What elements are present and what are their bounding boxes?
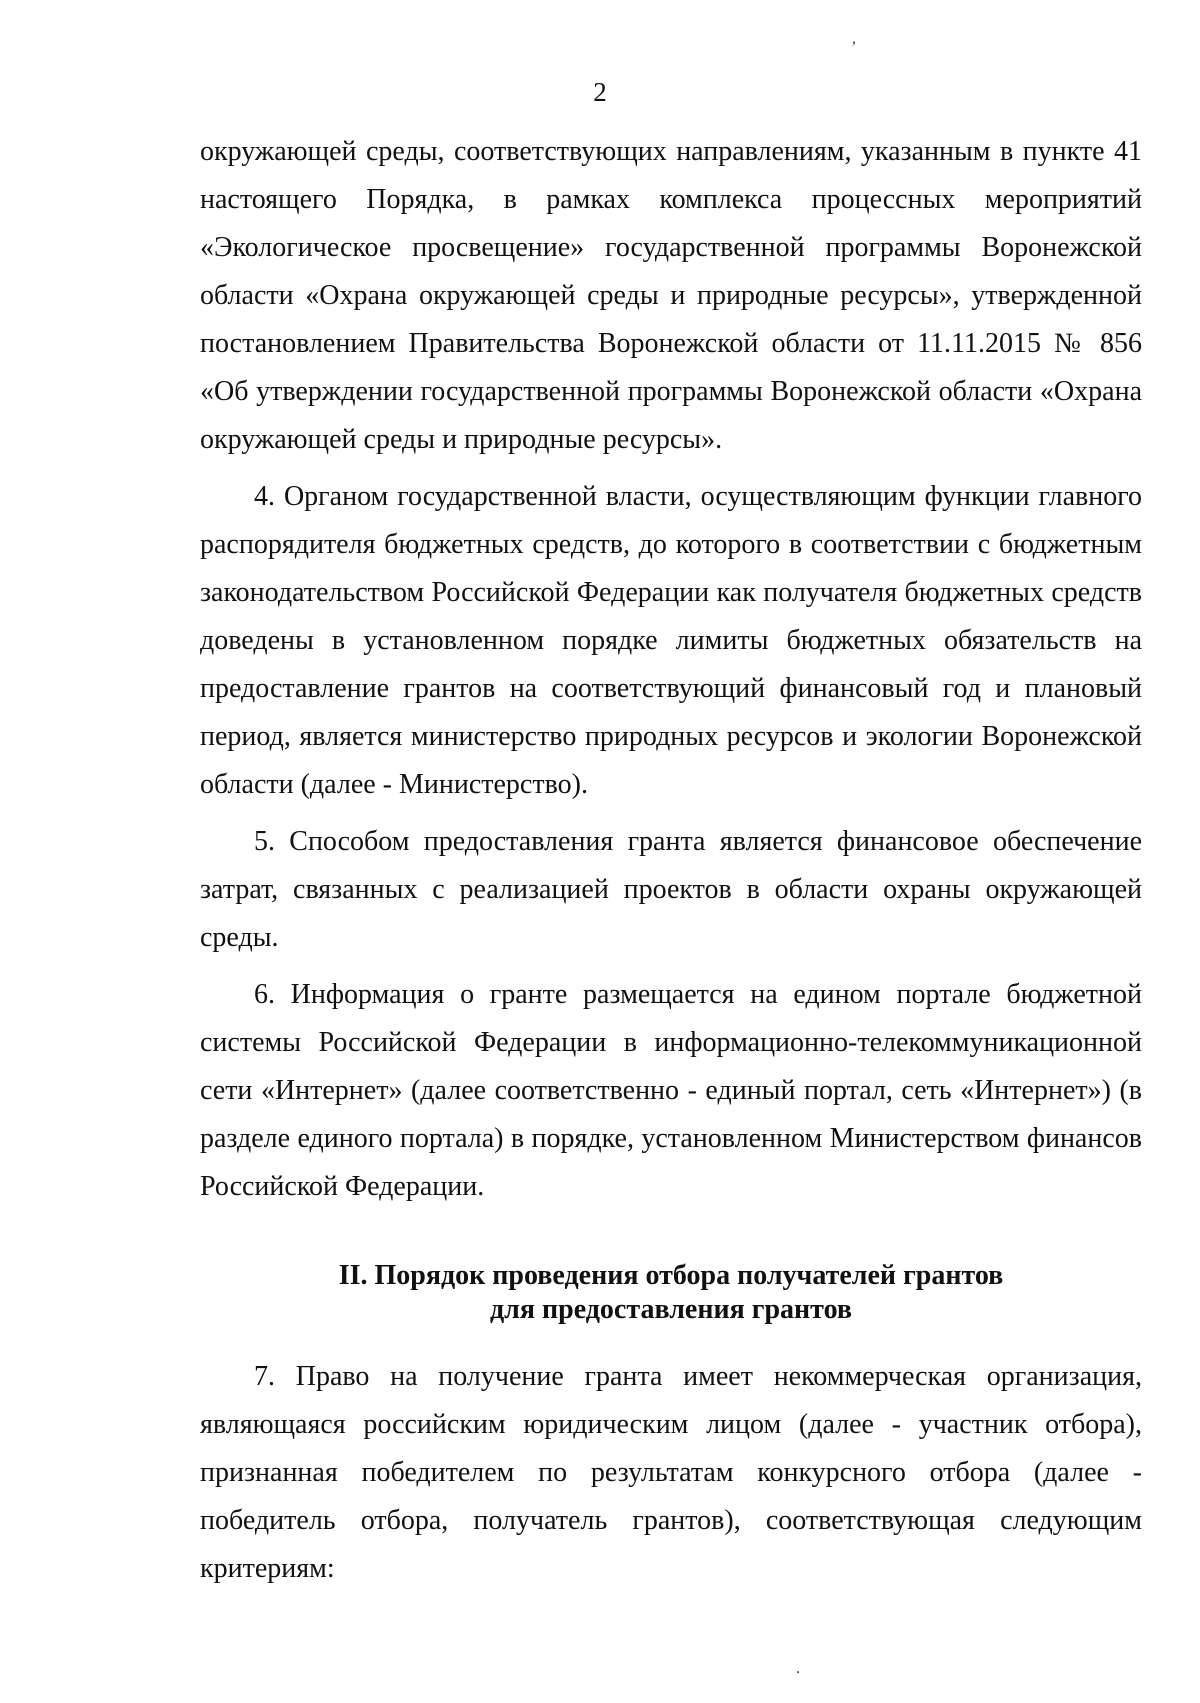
section-heading-line-1: II. Порядок проведения отбора получателей грантов	[338, 1260, 1004, 1291]
paragraph-7: 7. Право на получение гранта имеет некоммерческая организация, являющаяся российским юридическим лицом (далее - участник отбора), признанная победителем по результатам конкурсного отбора (далее - победитель отбора, получатель грантов), соответствующая следующим критериям:	[200, 1361, 1142, 1584]
paragraph-6: 6. Информация о гранте размещается на едином портале бюджетной системы Российской Федерации в информационно-телекоммуникационной сети «Интернет» (далее соответственно - единый портал, сеть «Интернет») (в разделе единого портала) в порядке, установленном Министерством финансов Российской Федерации.	[200, 979, 1142, 1202]
section-heading-line-2: для предоставления грантов	[489, 1294, 852, 1325]
scan-speck-bottom: .	[796, 1660, 800, 1677]
page-number: 2	[593, 77, 607, 107]
section-heading	[200, 1259, 1142, 1327]
paragraph-5: 5. Способом предоставления гранта является финансовое обеспечение затрат, связанных с реализацией проектов в области охраны окружающей среды.	[200, 826, 1142, 953]
paragraph-continuation: окружающей среды, соответствующих направлениям, указанным в пункте 41 настоящего Порядка, в рамках комплекса процессных мероприятий «Экологическое просвещение» государственной программы Воронежской области «Охрана окружающей среды и природные ресурсы», утвержденной постановлением Правительства Воронежской области от 11.11.2015 № 856 «Об утверждении государственной программы Воронежской области «Охрана окружающей среды и природные ресурсы».	[200, 136, 1142, 455]
document-body	[200, 128, 1142, 1593]
paragraph-4: 4. Органом государственной власти, осуществляющим функции главного распорядителя бюджетных средств, до которого в соответствии с бюджетным законодательством Российской Федерации как получателя бюджетных средств доведены в установленном порядке лимиты бюджетных обязательств на предоставление грантов на соответствующий финансовый год и плановый период, является министерство природных ресурсов и экологии Воронежской области (далее - Министерство).	[200, 481, 1142, 800]
scan-speck-top: ,	[852, 30, 856, 47]
